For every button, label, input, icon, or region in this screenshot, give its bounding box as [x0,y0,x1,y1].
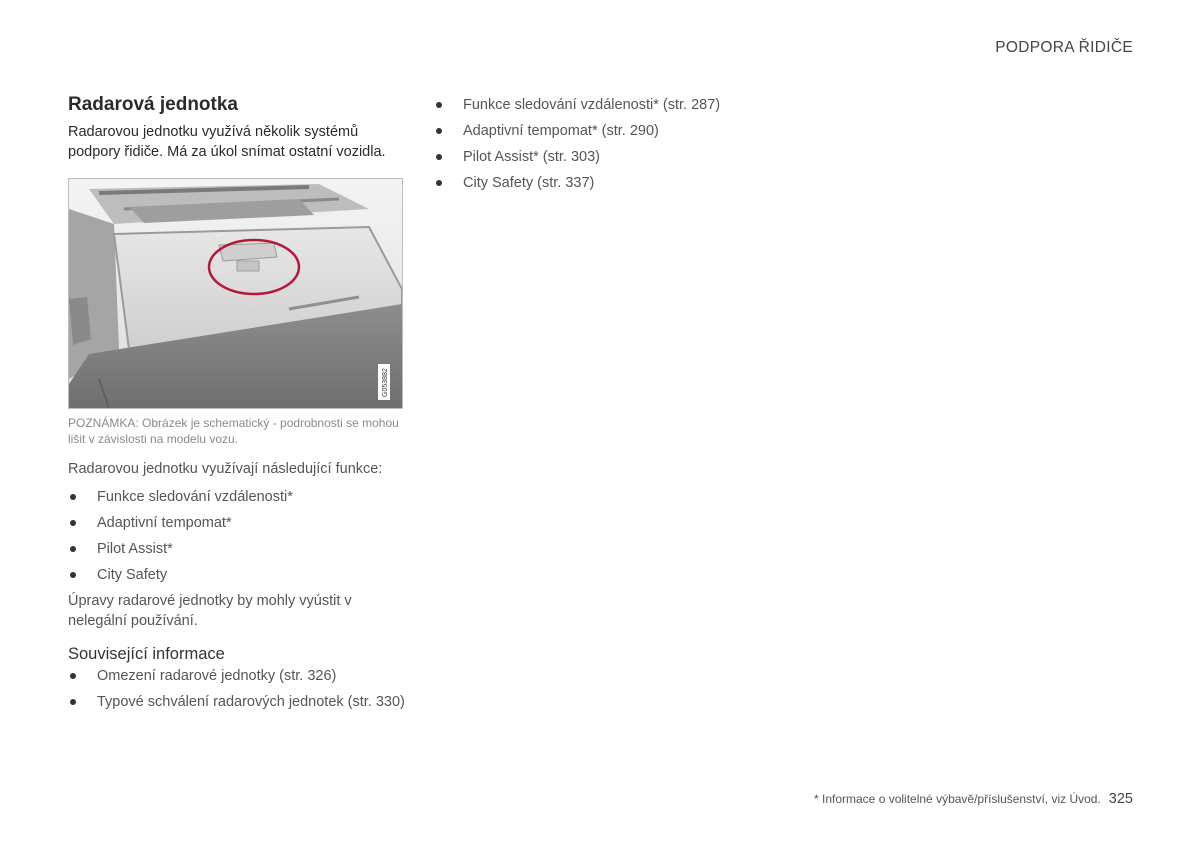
cross-reference-list [434,95,774,193]
related-link-item[interactable] [68,666,408,686]
related-link-item[interactable] [68,692,408,712]
functions-list [68,487,408,585]
list-item-label: Adaptivní tempomat* [97,515,232,531]
middle-column [434,95,774,199]
bullet-icon [70,520,76,526]
cross-reference-item[interactable] [434,121,774,141]
cross-reference-item[interactable] [434,173,774,193]
bullet-icon [70,546,76,552]
list-item [68,565,408,585]
car-windshield-illustration [69,179,402,408]
windshield-figure [68,178,403,409]
list-item-label: City Safety [97,567,168,583]
list-item-label: Funkce sledování vzdálenosti* [97,489,293,505]
related-list [68,666,408,712]
bullet-icon [70,572,76,578]
bullet-icon [70,673,76,679]
bullet-icon [436,128,442,134]
footer [814,791,1133,807]
related-info-heading: Související informace [68,645,225,663]
cross-reference-item[interactable] [434,147,774,167]
list-item-label: Pilot Assist* [97,541,173,557]
bullet-icon [70,494,76,500]
list-item [68,487,408,507]
bullet-icon [436,154,442,160]
page-title: Radarová jednotka [68,94,238,115]
list-item [68,513,408,533]
bullet-icon [436,180,442,186]
cross-reference-item[interactable] [434,95,774,115]
cross-reference-label[interactable]: Funkce sledování vzdálenosti* (str. 287) [463,97,721,113]
cross-reference-label[interactable]: City Safety (str. 337) [463,175,595,191]
figure-caption: POZNÁMKA: Obrázek je schematický - podrobnosti se mohou lišit v závislosti na modelu vozu. [68,416,399,446]
footnote-text: * Informace o volitelné výbavě/příslušenství, viz Úvod. [814,792,1101,806]
page-number: 325 [1108,791,1133,807]
figure-code: G053882 [382,368,389,397]
bullet-icon [70,699,76,705]
functions-intro: Radarovou jednotku využívají následující funkce: [68,461,383,477]
left-column [68,94,408,718]
section-header: PODPORA ŘIDIČE [995,39,1133,56]
cross-reference-label[interactable]: Adaptivní tempomat* (str. 290) [463,123,659,139]
bullet-icon [436,102,442,108]
list-item [68,539,408,559]
intro-text: Radarovou jednotku využívá několik systémů podpory řidiče. Má za úkol snímat ostatní vozidla. [68,124,386,160]
related-link-label[interactable]: Omezení radarové jednotky (str. 326) [97,668,337,684]
warning-text: Úpravy radarové jednotky by mohly vyústit v nelegální používání. [68,593,352,629]
cross-reference-label[interactable]: Pilot Assist* (str. 303) [463,149,600,165]
related-link-label[interactable]: Typové schválení radarových jednotek (str. 330) [97,694,405,710]
